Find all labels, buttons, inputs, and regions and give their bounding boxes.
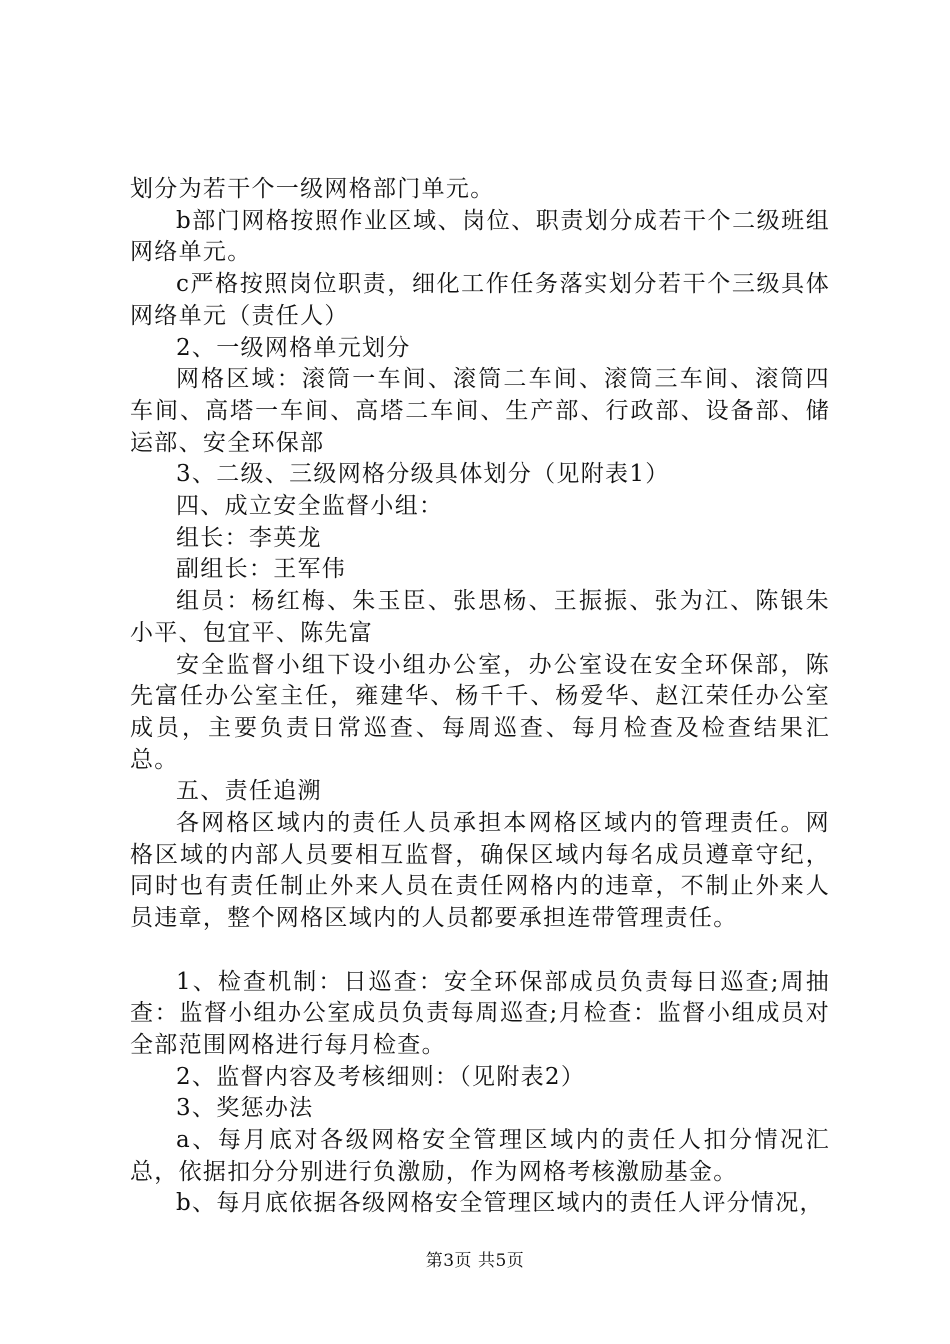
paragraph: 各网格区域内的责任人员承担本网格区域内的管理责任。网格区域的内部人员要相互监督，确保区域内每名成员遵章守纪，同时也有责任制止外来人员在责任网格内的违章，不制止外来人员违章，整个网格区域内的人员都要承担连带管理责任。 [130,810,830,932]
document-body [130,174,830,1220]
paragraph: 网格区域：滚筒一车间、滚筒二车间、滚筒三车间、滚筒四车间、高塔一车间、高塔二车间、生产部、行政部、设备部、储运部、安全环保部 [130,366,830,456]
paragraph: 3、奖惩办法 [176,1095,314,1122]
section-heading: 四、成立安全监督小组： [176,493,444,520]
paragraph: b部门网格按照作业区域、岗位、职责划分成若干个二级班组网络单元。 [130,207,830,266]
paragraph: b、每月底依据各级网格安全管理区域内的责任人评分情况， [176,1190,824,1217]
paragraph: 组长：李英龙 [176,524,322,551]
paragraph: 2、一级网格单元划分 [176,334,411,361]
paragraph: 副组长：王军伟 [176,556,347,583]
section-heading: 五、责任追溯 [176,778,322,805]
paragraph: a、每月底对各级网格安全管理区域内的责任人扣分情况汇总，依据扣分分别进行负激励，作为网格考核激励基金。 [130,1127,830,1185]
paragraph: 1、检查机制：日巡查：安全环保部成员负责每日巡查;周抽查：监督小组办公室成员负责每周巡查;月检查：监督小组成员对全部范围网格进行每月检查。 [130,968,830,1058]
paragraph: 安全监督小组下设小组办公室，办公室设在安全环保部，陈先富任办公室主任，雍建华、杨千千、杨爱华、赵江荣任办公室成员，主要负责日常巡查、每周巡查、每月检查及检查结果汇总。 [130,651,830,773]
blank-line [130,935,830,967]
paragraph: 组员：杨红梅、朱玉臣、张思杨、王振振、张为江、陈银朱小平、包宜平、陈先富 [130,588,830,646]
page-footer: 第3页 共5页 [425,1251,525,1271]
paragraph: c严格按照岗位职责，细化工作任务落实划分若干个三级具体网络单元（责任人） [130,271,830,329]
paragraph: 划分为若干个一级网格部门单元。 [130,176,495,202]
paragraph: 3、二级、三级网格分级具体划分（见附表1） [176,461,670,488]
paragraph: 2、监督内容及考核细则：（见附表2） [176,1063,586,1090]
